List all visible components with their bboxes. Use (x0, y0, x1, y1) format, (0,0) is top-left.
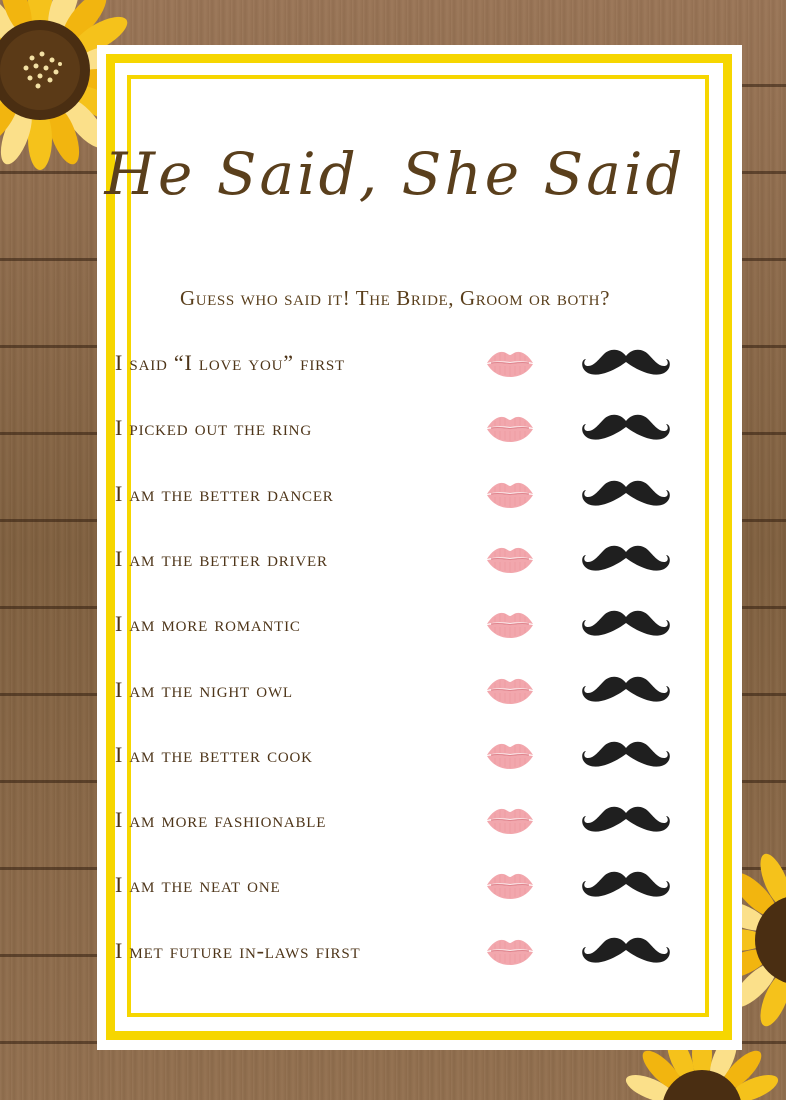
question-row (115, 408, 685, 448)
lips-icon[interactable] (485, 412, 535, 444)
question-row (115, 604, 685, 644)
question-label: I am the neat one (115, 872, 281, 898)
mustache-icon[interactable] (580, 673, 672, 707)
lips-icon[interactable] (485, 543, 535, 575)
mustache-icon[interactable] (580, 934, 672, 968)
question-label: I am the night owl (115, 676, 293, 702)
question-row (115, 539, 685, 579)
question-row (115, 343, 685, 383)
question-label: I am more fashionable (115, 807, 327, 833)
mustache-icon[interactable] (580, 607, 672, 641)
question-row (115, 800, 685, 840)
question-label: I picked out the ring (115, 415, 312, 441)
mustache-icon[interactable] (580, 803, 672, 837)
page-title: He Said, She Said (104, 140, 686, 208)
lips-icon[interactable] (485, 935, 535, 967)
mustache-icon[interactable] (580, 868, 672, 902)
question-row (115, 865, 685, 905)
instructions: Guess who said it! The Bride, Groom or both? (179, 286, 611, 310)
question-label: I met future in-laws first (115, 937, 361, 963)
lips-icon[interactable] (485, 739, 535, 771)
mustache-icon[interactable] (580, 738, 672, 772)
lips-icon[interactable] (485, 804, 535, 836)
mustache-icon[interactable] (580, 411, 672, 445)
mustache-icon[interactable] (580, 346, 672, 380)
lips-icon[interactable] (485, 869, 535, 901)
lips-icon[interactable] (485, 674, 535, 706)
question-row (115, 474, 685, 514)
mustache-icon[interactable] (580, 542, 672, 576)
question-label: I am the better cook (115, 741, 313, 767)
question-label: I am the better driver (115, 545, 328, 571)
question-row (115, 931, 685, 971)
question-label: I am the better dancer (115, 480, 334, 506)
lips-icon[interactable] (485, 347, 535, 379)
question-row (115, 735, 685, 775)
lips-icon[interactable] (485, 608, 535, 640)
question-row (115, 670, 685, 710)
question-label: I said “I love you” first (115, 350, 346, 375)
mustache-icon[interactable] (580, 477, 672, 511)
question-label: I am more romantic (115, 611, 301, 637)
lips-icon[interactable] (485, 478, 535, 510)
